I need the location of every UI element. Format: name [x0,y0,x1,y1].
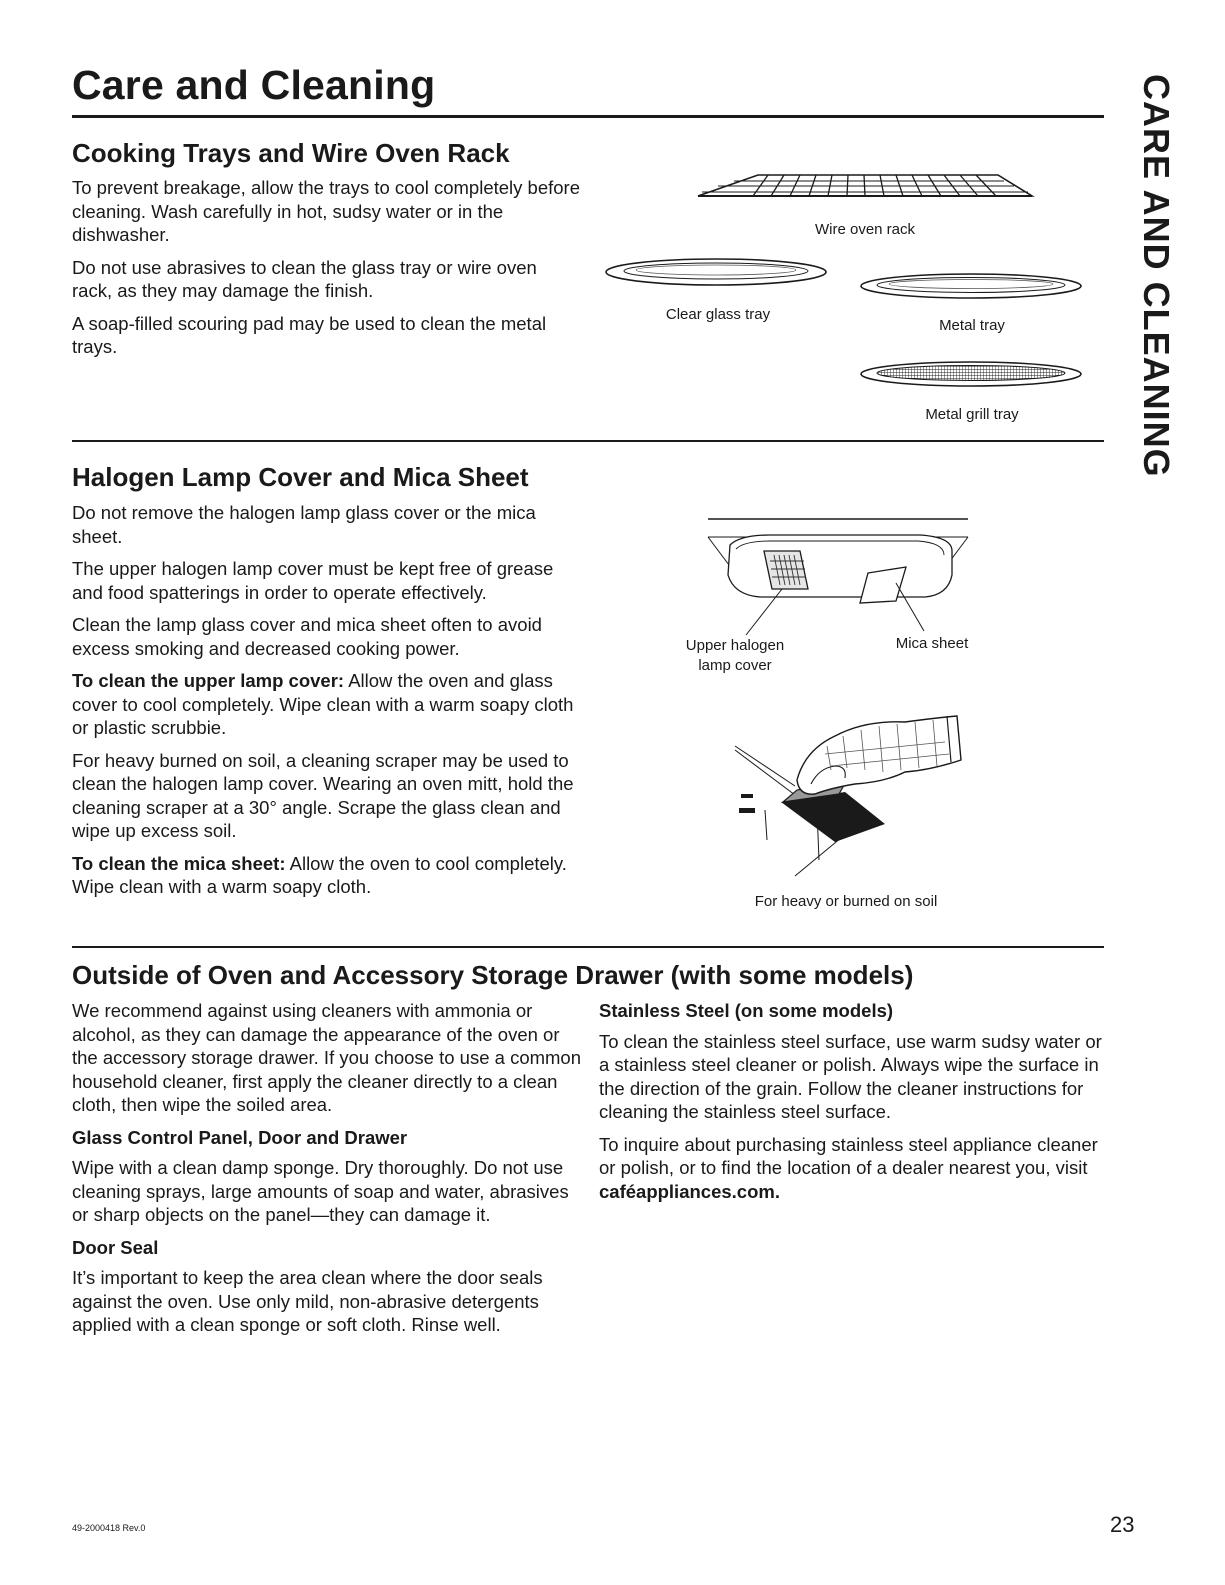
website-link[interactable]: caféappliances.com. [599,1180,780,1202]
page-title: Care and Cleaning [72,62,436,108]
page-number: 23 [1110,1512,1135,1537]
metal-tray-illustration [860,272,1082,300]
clear-glass-tray-illustration [605,257,827,287]
paragraph: Wipe with a clean damp sponge. Dry thoroughly. Do not use cleaning sprays, large amounts of soap and water, abrasives or sharp objects on the panel—they can damage it. [72,1157,569,1225]
door-seal-heading: Door Seal [72,1236,159,1258]
paragraph [72,852,582,899]
paragraph: It’s important to keep the area clean where the door seals against the oven. Use only mild, non-abrasive detergents applied with a clean sponge or soft cloth. Rinse well. [72,1267,543,1335]
wire-oven-rack-illustration [698,172,1032,202]
inquire-text: To inquire about purchasing stainless steel appliance cleaner or polish, or to find the location of a dealer nearest you, visit [599,1133,1098,1178]
heavy-soil-label: For heavy or burned on soil [754,893,938,910]
metal-tray-label: Metal tray [939,317,1005,334]
halogen-lamp-cover-icon [764,551,808,589]
mica-text: Allow the oven to cool completely. Wipe clean with a warm soapy cloth. [72,852,567,897]
paragraph [599,1133,1107,1204]
paragraph: For heavy burned on soil, a cleaning scraper may be used to clean the halogen lamp cover. Wearing an oven mitt, hold the cleaning scraper at a 30° angle. Scrape the glass clean and wipe up excess soil. [72,749,574,841]
document-code: 49-2000418 Rev.0 [72,1523,146,1533]
paragraph: To clean the stainless steel surface, use warm sudsy water or a stainless steel cleaner or polish. Always wipe the surface in the direction of the grain. Follow the cleaner instructions for cleaning the stainless steel surface. [599,1030,1102,1122]
paragraph: The upper halogen lamp cover must be kept free of grease and food spatterings in order to operate effectively. [72,558,554,603]
stainless-heading: Stainless Steel (on some models) [599,1000,894,1021]
paragraph: Do not remove the halogen lamp glass cover or the mica sheet. [72,502,536,547]
section-heading-trays: Cooking Trays and Wire Oven Rack [72,138,510,168]
paragraph: To prevent breakage, allow the trays to cool completely before cleaning. Wash carefully in hot, sudsy water or in the dishwasher. [72,177,581,245]
section-heading-outside: Outside of Oven and Accessory Storage Drawer (with some models) [72,960,914,990]
section-heading-halogen: Halogen Lamp Cover and Mica Sheet [72,462,529,492]
mica-lead: To clean the mica sheet: [72,852,286,874]
upper-lamp-text: Allow the oven and glass cover to cool completely. Wipe clean with a warm soapy cloth or plastic scrubbie. [72,670,574,738]
upper-halogen-label-line2: lamp cover [698,657,772,674]
upper-halogen-label-line1: Upper halogen [685,637,785,654]
section-divider [72,946,1104,948]
glass-tray-label: Clear glass tray [665,306,771,323]
metal-grill-tray-illustration [860,360,1082,388]
halogen-text-column [72,501,582,908]
mica-sheet-label: Mica sheet [895,635,969,652]
paragraph: A soap-filled scouring pad may be used to clean the metal trays. [72,312,547,357]
glass-panel-heading: Glass Control Panel, Door and Drawer [72,1126,408,1148]
outside-right-column [599,999,1107,1212]
oven-mitt-icon [797,716,961,794]
paragraph: Do not use abrasives to clean the glass tray or wire oven rack, as they may damage the finish. [72,256,537,301]
scraper-mitt-illustration [735,710,965,880]
upper-lamp-lead: To clean the upper lamp cover: [72,670,345,691]
wire-rack-label: Wire oven rack [814,221,916,238]
outside-left-column [72,999,582,1346]
paragraph: Clean the lamp glass cover and mica sheet often to avoid excess smoking and decreased cooking power. [72,614,542,659]
side-tab-label: CARE AND CLEANING [1136,74,1177,478]
grill-tray-label: Metal grill tray [925,406,1019,423]
title-rule [72,115,1104,118]
paragraph [72,669,582,740]
section-divider [72,440,1104,442]
trays-text-column [72,176,582,368]
paragraph: We recommend against using cleaners with ammonia or alcohol, as they can damage the appearance of the oven or the accessory storage drawer. If you choose to use a common household cleaner, first apply the cleaner directly to a clean cloth, then wipe the soiled area. [72,1000,582,1115]
oven-ceiling-illustration [700,515,972,635]
